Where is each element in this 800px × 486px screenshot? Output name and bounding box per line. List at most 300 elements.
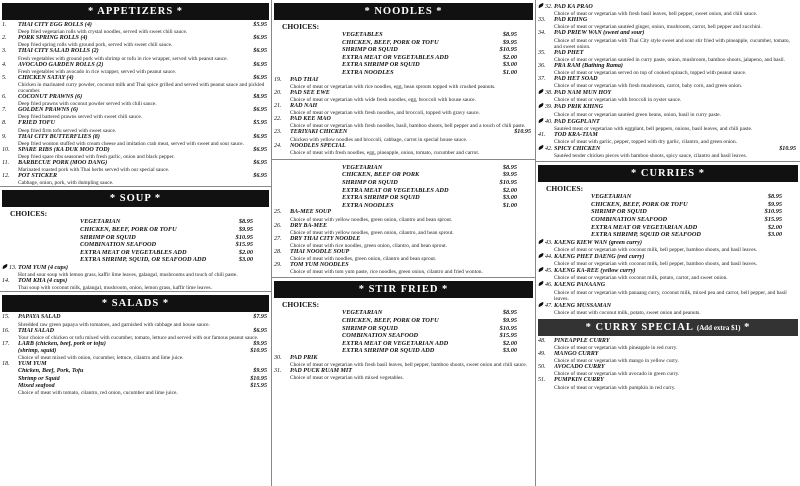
stir-fried-choices-label: CHOICES: (282, 300, 320, 310)
item-number: 22. (274, 116, 282, 123)
item-number: 26. (274, 222, 282, 229)
item-description: Choice of meat or vegetarian with coconut milk, potato, carrot, and sweet onion. (554, 275, 728, 282)
item-description: Your choice of chicken or tofu mixed with cucumber, tomato, lettuce and served with our famous peanut sauce. (18, 334, 259, 341)
item-number (538, 281, 554, 289)
choice-price: $2.00 (238, 248, 253, 256)
item-name: PAD EGGPLANT (554, 118, 600, 125)
choice-price: $2.00 (502, 53, 517, 61)
choice-price: $1.00 (502, 68, 517, 76)
choice-option (536, 201, 782, 209)
item-description: Choice of meat with yellow noodles, green onion, cilantro, and bean sprout. (290, 229, 454, 236)
item-number: 3. (2, 48, 7, 55)
item-description: Deep fried spring rolls with ground pork, served with sweet chili sauce. (18, 42, 173, 49)
choice-price: $3.00 (502, 194, 517, 202)
choice-name: CHICKEN, BEEF OR PORK (342, 171, 420, 179)
item-number: 35. (538, 49, 546, 56)
menu-item (2, 328, 267, 335)
menu-item (538, 63, 796, 70)
item-name: PAPAYA SALAD (18, 314, 61, 321)
item-name: PORK SPRING ROLLS (4) (18, 35, 88, 42)
item-name: KAENG PANAANG (554, 282, 606, 289)
choice-name: EXTRA MEAT OR VEGETABLES ADD (342, 53, 449, 61)
item-number: 2. (2, 35, 7, 42)
item-name: TOM YUM NOODLES (290, 262, 349, 269)
choice-price: $10.95 (235, 233, 253, 241)
item-description: Choice of meat or vegetarian with Thai City style sweet and sour stir fried with pineapple, cucumber, tomato, and sweet onion. (554, 37, 790, 50)
item-name: COCONUT PRAWNS (6) (18, 94, 83, 101)
item-price: $8.95 (253, 94, 267, 101)
item-number: 36. (538, 62, 546, 69)
item-number: 49. (538, 351, 546, 358)
item-price: $5.95 (253, 22, 267, 28)
choice-option (272, 39, 517, 47)
item-number-text: 40. (545, 118, 553, 125)
appetizers-list (0, 22, 271, 186)
item-number: 8. (2, 120, 7, 127)
item-name: AVOCADO GARDEN ROLLS (2) (18, 61, 104, 68)
curries-list (536, 239, 800, 316)
item-name: BARBECUE PORK (MOO DANG) (18, 160, 108, 167)
item-price: $10.95 (250, 375, 267, 382)
item-description: Choice of meat with noodles, green onion, cilantro and bean sprout. (290, 256, 437, 263)
hot-pepper-icon (538, 103, 545, 108)
item-price: $10.95 (779, 146, 796, 153)
item-description: Sautéed meat or vegetarian with eggplant, bell peppers, onions, basil leaves, and chili paste. (554, 125, 753, 132)
choice-price: $15.95 (764, 216, 782, 224)
menu-item (538, 281, 796, 289)
item-name: KAENG KIEW WAN (green curry) (554, 239, 643, 246)
choice-option (0, 256, 253, 264)
choice-price: $3.00 (502, 347, 517, 355)
menu-item (2, 341, 267, 348)
choice-name: EXTRA SHRIMP, SQUID OR SEAFOOD (591, 231, 701, 239)
choice-option (272, 54, 517, 62)
choice-name: EXTRA MEAT OR VEGETABLES ADD (342, 186, 449, 194)
choice-option (272, 61, 517, 69)
item-number: 18. (2, 361, 10, 368)
item-number: 23. (274, 129, 282, 136)
menu-item (538, 145, 796, 153)
item-price: $10.95 (250, 348, 267, 355)
menu-item (2, 120, 267, 127)
menu-item (2, 368, 267, 375)
curry-special-header (538, 319, 798, 336)
item-number (538, 267, 554, 275)
curry-special-subtitle: (Add extra $1) (696, 323, 741, 332)
item-description: Choice of meat or vegetarian served on top of cooked spinach, topped with peanut sauce. (554, 70, 747, 77)
choice-price: $1.00 (502, 201, 517, 209)
item-number: 41. (538, 131, 546, 138)
item-number (538, 118, 554, 126)
choice-option (536, 208, 782, 216)
item-description: Choice of meat or vegetarian with broccoli in oyster sauce. (554, 97, 682, 104)
item-number: 5. (2, 74, 7, 81)
item-name: KAENG MUSSAMAN (554, 302, 612, 309)
item-name: POT STICKER (18, 173, 58, 180)
item-description: Choice of meat with garlic, pepper, topped with dry garlic, cilantro, and green onion. (554, 139, 738, 146)
item-price: $6.95 (253, 35, 267, 42)
item-number: 1. (2, 22, 7, 28)
item-name: RAD NAH (290, 102, 318, 109)
item-description: Choice of meat with rice noodles, green onion, cilantro, and bean sprout. (290, 242, 448, 249)
soup-list (0, 264, 271, 291)
item-description: Choice of meat with fresh noodles, egg, pineapple, onion, tomato, cucumber and carrot. (290, 149, 480, 156)
item-price: $6.95 (253, 160, 267, 167)
choice-name: EXTRA MEAT OR VEGETARIAN ADD (342, 339, 449, 347)
choice-name: CHICKEN, BEEF, PORK OR TOFU (342, 316, 439, 324)
menu-item (2, 62, 267, 69)
curry-special-star: * (585, 321, 592, 333)
item-number-text: 46. (545, 282, 553, 289)
choice-price: $2.00 (767, 223, 782, 231)
item-description: Deep fried vegetarian rolls with crystal noodles, served with sweet chili sauce. (18, 29, 188, 36)
menu-item (538, 132, 796, 139)
choice-price: $3.00 (502, 61, 517, 69)
soup-choices-label: CHOICES: (10, 209, 48, 219)
choice-name: COMBINATION SEAFOOD (591, 216, 668, 224)
item-name: PAD KHING (554, 17, 588, 24)
menu-item (274, 209, 531, 216)
menu-item (538, 103, 796, 111)
item-name: Chicken, Beef, Pork, Tofu (18, 368, 84, 375)
item-description: Choice of meat or vegetarian with rice noodles, egg, bean sprouts topped with crushed peanuts. (290, 83, 496, 90)
item-description: Deep fried spare ribs seasoned with fresh garlic, onion and black pepper. (18, 154, 175, 161)
item-description: Choice of meat or vegetarian with avocado in green curry. (554, 371, 680, 378)
item-number: 6. (2, 94, 7, 101)
menu-item (2, 383, 267, 390)
noodle-soup-options (272, 164, 535, 210)
choice-price: $8.95 (502, 309, 517, 317)
menu-item (2, 75, 267, 82)
menu-item (274, 236, 531, 243)
item-description: Fresh vegetables with avocado in rice wrapper, served with peanut sauce. (18, 68, 177, 75)
noodles-header: * NOODLES * (274, 3, 533, 20)
menu-item (538, 30, 796, 37)
choice-option (272, 325, 517, 333)
item-description: Choice of meat with yellow noodles, green onion, cilantro and bean sprout. (290, 216, 453, 223)
item-description: Cabbage, onion, pork, with dumpling sauce. (18, 180, 114, 187)
menu-item (538, 3, 796, 11)
item-name: KAENG KA-REE (yellow curry) (554, 268, 636, 275)
choice-price: $8.95 (767, 193, 782, 201)
hot-pepper-icon (538, 3, 545, 8)
item-number (538, 3, 554, 11)
choice-name: COMBINATION SEAFOOD (80, 241, 157, 249)
curry-special-star: * (744, 321, 751, 333)
choice-price: $15.95 (235, 241, 253, 249)
hot-pepper-icon (538, 239, 545, 244)
item-number (2, 264, 18, 272)
choice-option (272, 31, 517, 39)
item-description: Choice of meat or vegetarian with coconut milk, bell pepper, bamboo shoots, and basil leaves. (554, 247, 758, 253)
menu-item (538, 253, 796, 261)
item-number: 37. (538, 76, 546, 83)
item-number: 7. (2, 107, 7, 114)
choice-price: $2.00 (502, 339, 517, 347)
soup-header: * SOUP * (2, 190, 269, 207)
menu-item (2, 134, 267, 141)
choice-name: EXTRA NOODLES (342, 68, 394, 76)
choice-option (272, 317, 517, 325)
choice-option (272, 164, 517, 172)
item-name: PAD PRIEW WAN (sweet and sour) (554, 30, 645, 37)
item-number-text: 42. (545, 146, 553, 153)
curry-special-title: CURRY SPECIAL (595, 321, 694, 333)
choice-option (536, 216, 782, 224)
item-price: $7.95 (253, 314, 267, 321)
item-number: 15. (2, 314, 10, 321)
choice-name: EXTRA SHRIMP OR SQUID (342, 194, 420, 202)
item-name: CHICKEN SATAY (4) (18, 74, 74, 81)
item-number-text: 47. (545, 302, 553, 309)
item-number: 14. (2, 278, 10, 285)
choice-price: $9.95 (502, 316, 517, 324)
item-name: AVOCADO CURRY (554, 364, 605, 371)
choice-name: EXTRA MEAT OR VEGETARIAN ADD (591, 223, 698, 231)
item-description: Choice of meat or vegetarian with fresh noodles, and broccoli, topped with gravy sauce. (290, 110, 480, 117)
item-description: Choice of meat or vegetarian with fresh noodles, basil, bamboo shoots, bell pepper and a touch of chili paste. (290, 123, 526, 130)
item-name: MANGO CURRY (554, 351, 599, 358)
choice-name: CHICKEN, BEEF, PORK OR TOFU (80, 226, 177, 234)
noodles-choices-label: CHOICES: (282, 22, 320, 31)
item-description: Choice of meat or vegetarian sautéed green beans, onion, basil in curry paste. (554, 111, 721, 118)
choice-name: EXTRA SHRIMP, SQUID, OR SEAFOOD ADD (80, 256, 207, 264)
curries-header: * CURRIES * (538, 165, 798, 182)
choice-option (272, 332, 517, 340)
item-number: 4. (2, 61, 7, 68)
item-description: Deep fried battered prawns served with sweet chili sauce. (18, 114, 143, 121)
item-description: Choice of meat or vegetarian with fresh mushroom, carrot, baby corn, and green onion. (554, 83, 743, 90)
choice-price: $2.00 (502, 186, 517, 194)
stir-fried-header: * STIR FRIED * (274, 281, 533, 298)
item-description: Choice of meat or vegetarian with fresh basil leaves, bell pepper, bamboo shoots, sweet onion and chili sauce. (290, 362, 528, 369)
item-description: Choice of meat with tom yum paste, rice noodles, green onion, cilantro and fried wonton. (290, 269, 483, 276)
item-description: Choice of meat with coconut milk, potato, sweet onion and peanuts. (554, 309, 701, 316)
choice-name: VEGETARIAN (80, 218, 121, 226)
item-name: PINEAPPLE CURRY (554, 337, 610, 344)
menu-item (538, 50, 796, 57)
item-number-text: 32. (545, 4, 553, 10)
salads-header: * SALADS * (2, 295, 269, 312)
choice-price: $8.95 (502, 31, 517, 38)
menu-item (538, 302, 796, 310)
choice-price: $9.95 (238, 226, 253, 234)
choice-name: CHICKEN, BEEF, PORK OR TOFU (591, 200, 688, 208)
item-price: $9.95 (253, 340, 267, 347)
hot-pepper-icon (538, 253, 545, 258)
item-price: $6.95 (253, 107, 267, 114)
choice-price: $10.95 (499, 178, 517, 186)
curries-options (536, 193, 800, 239)
item-number: 31. (274, 368, 282, 375)
item-name: KAENG PHET DAENG (red curry) (554, 254, 645, 260)
curry-special-list (536, 338, 800, 391)
choice-option (272, 46, 517, 54)
noodles-options (272, 31, 535, 77)
item-name: YUM YUM (18, 361, 47, 368)
item-number (538, 89, 554, 97)
item-description: Choice of meat or vegetarian with panaang curry, coconut milk, mixed pea and carrot, bell pepper, and basil leaves. (554, 289, 787, 302)
item-price: $9.95 (253, 368, 267, 375)
item-description: Hot and sour soup with lemon grass, kaffir lime leaves, galangal, mushrooms and touch of chili paste. (18, 272, 238, 279)
item-name: PAD PUCK RUAM MIT (290, 368, 353, 375)
menu-item (538, 239, 796, 247)
item-price: $6.95 (253, 133, 267, 140)
choice-option (272, 340, 517, 348)
item-description: Deep fried prawns with coconut powder served with chili sauce. (18, 101, 157, 108)
menu-item (2, 376, 267, 383)
item-number: 21. (274, 102, 282, 109)
item-name: PAD PRIK (290, 354, 318, 361)
divider (0, 186, 271, 187)
item-description: Chicken in marinated curry powder, coconut milk and Thai spice grilled and served with peanut sauce and pickled cucumber. (18, 82, 265, 95)
choice-name: EXTRA SHRIMP OR SQUID (342, 61, 420, 69)
choice-name: CHICKEN, BEEF, PORK OR TOFU (342, 38, 439, 46)
item-number: 51. (538, 377, 546, 384)
menu-item (2, 361, 267, 368)
menu-item (274, 90, 531, 97)
menu-item (538, 118, 796, 126)
item-price: $6.95 (253, 61, 267, 68)
item-name: PAD KEE MAO (290, 116, 331, 123)
item-name: DRY THAI CITY NOODLE (290, 235, 361, 242)
item-name: PAD PHET (554, 49, 584, 56)
choice-name: SHRIMP OR SQUID (342, 178, 398, 186)
item-number-text: 39. (545, 104, 553, 111)
item-number: 12. (2, 173, 10, 180)
item-name: SPICY CHICKEN (554, 146, 601, 153)
choice-option (272, 179, 517, 187)
item-description: Choice of meat or vegetarian with coconut milk, bell pepper, bamboo shoots, and basil leaves. (554, 261, 758, 268)
item-number: 50. (538, 364, 546, 371)
item-name: GOLDEN PRAWNS (6) (18, 107, 79, 114)
item-number (538, 302, 554, 310)
item-description: Choice of meat with tomato, cilantro, red onion, cucumber and lime juice. (18, 390, 178, 397)
column-left (0, 0, 272, 486)
item-price: $5.95 (253, 120, 267, 127)
menu-item (274, 223, 531, 230)
hot-pepper-icon (538, 145, 545, 150)
soup-options (0, 218, 271, 264)
item-number (538, 253, 554, 261)
choice-price: $9.95 (502, 38, 517, 46)
item-description: Choice of meat or vegetarian sautéed in curry paste, onion, mushroom, bamboo shoots, jalapeno, and basil. (554, 56, 785, 63)
choice-price: $10.95 (764, 208, 782, 216)
choice-price: $9.95 (767, 200, 782, 208)
hot-pepper-icon (538, 281, 545, 286)
choice-option (536, 224, 782, 232)
choice-name: EXTRA MEAT OR VEGETABLES ADD (80, 248, 187, 256)
item-number: 16. (2, 327, 10, 334)
item-name: PAD THAI (290, 76, 319, 83)
item-price: $6.95 (253, 173, 267, 180)
item-number: 28. (274, 248, 282, 255)
choice-option (272, 347, 517, 355)
item-number (538, 239, 554, 247)
menu-item (2, 160, 267, 167)
item-price: $6.95 (253, 146, 267, 153)
menu-item (2, 173, 267, 180)
appetizers-header: * APPETIZERS * (2, 3, 269, 20)
choice-name: COMBINATION SEAFOOD (342, 332, 419, 340)
item-description: Sautéed tender chicken pieces with bamboo shoots, spicy sauce, cilantro and basil leaves. (554, 153, 747, 160)
noodles-list (272, 77, 535, 156)
item-name: THAI CITY BUTTERFLIES (8) (18, 133, 100, 140)
item-description: Marinated roasted pork with Thai herbs served with our special sauce. (18, 167, 170, 174)
choice-option (536, 193, 782, 201)
item-name: THAI SALAD (18, 327, 55, 334)
choice-name: SHRIMP OR SQUID (591, 208, 647, 216)
item-name: (shrimp, squid) (18, 348, 57, 355)
hot-pepper-icon (538, 118, 545, 123)
item-description: Choice of meat or vegetarian with wide fresh noodles, egg, broccoli with house sauce. (290, 96, 476, 103)
item-name: PAD KA PRAO (554, 4, 593, 10)
choice-name: VEGETARIAN (342, 309, 383, 317)
item-name: Mixed seafood (18, 382, 55, 389)
choice-name: VEGETABLES (342, 31, 383, 38)
choice-option (272, 309, 517, 317)
item-name: PRA RAM (Bathing Rama) (554, 62, 623, 69)
item-number: 19. (274, 76, 282, 83)
item-number: 11. (2, 160, 10, 167)
item-name: DRY BA-MEE (290, 222, 328, 229)
noodle-soup-list (272, 209, 535, 275)
item-number-text: 45. (545, 268, 553, 275)
item-description: Thai soup with coconut milk, galangal, mushroom, onion, lemon grass, kaffir lime leaves. (18, 285, 212, 292)
item-description: Choice of meat or vegetarian with pumpkin in red curry. (554, 384, 676, 391)
item-name: NOODLES SPECIAL (290, 142, 346, 149)
menu-item (274, 77, 531, 84)
item-number: 9. (2, 133, 7, 140)
item-price: $6.95 (253, 327, 267, 334)
divider (536, 161, 800, 162)
hot-pepper-icon (538, 89, 545, 94)
menu-item (2, 264, 267, 272)
choice-name: VEGETARIAN (342, 163, 383, 171)
hot-pepper-icon (538, 302, 545, 307)
item-name: TOM KHA (4 cups) (18, 278, 68, 285)
item-description: Chicken with yellow noodles and broccoli, cabbage, carrot in special house sauce. (290, 136, 468, 143)
choice-option (0, 241, 253, 249)
item-number: 17. (2, 340, 10, 347)
choice-option (0, 249, 253, 257)
choice-price: $3.00 (767, 231, 782, 239)
choice-option (272, 187, 517, 195)
menu-item (538, 338, 796, 345)
item-name: SPARE RIBS (KA DUK MOO TOD) (18, 146, 110, 153)
choice-price: $8.95 (502, 163, 517, 171)
item-price: $10.95 (514, 129, 531, 136)
choice-name: EXTRA NOODLES (342, 201, 394, 209)
item-number (538, 103, 554, 111)
item-number-text: 44. (545, 254, 553, 260)
choice-name: EXTRA SHRIMP OR SQUID ADD (342, 347, 435, 355)
item-name: Shrimp or Squid (18, 375, 60, 382)
item-description: Choice of meat or vegetarian with fresh basil leaves, bell pepper, sweet onion, and chili sauce. (554, 11, 758, 18)
item-price: $15.95 (250, 382, 267, 389)
item-number: 29. (274, 262, 282, 269)
item-name: PAD SEE EWE (290, 89, 330, 96)
choice-price: $8.95 (238, 218, 253, 226)
item-name: BA-MEE SOUP (290, 209, 332, 216)
item-name: PAD NAM MUN HOY (554, 90, 612, 97)
menu-item (2, 48, 267, 55)
choice-option (272, 171, 517, 179)
item-name: THAI NOODLE SOUP (290, 248, 350, 255)
menu-item (274, 143, 531, 150)
choice-option (272, 202, 517, 210)
choice-price: $9.95 (502, 171, 517, 179)
